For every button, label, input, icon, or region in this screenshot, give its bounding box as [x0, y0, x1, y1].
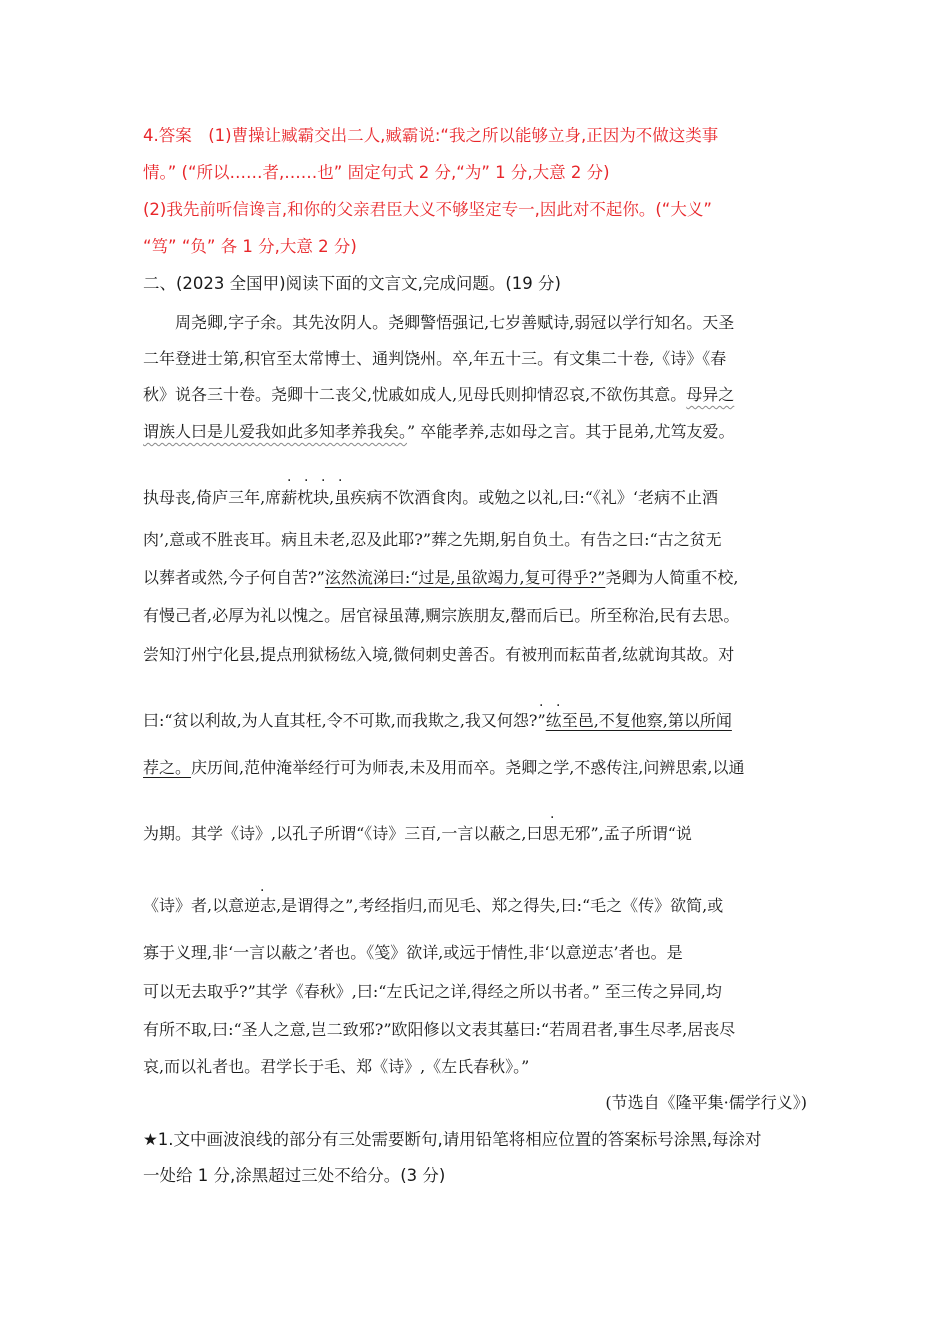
passage-line	[143, 709, 732, 733]
emphasis-dot: ·	[260, 883, 265, 899]
passage-line: 二年登进士第,积官至太常博士、通判饶州。卒,年五十三。有文集二十卷,《诗》《春	[143, 349, 727, 368]
passage-text: ” 卒能孝养,志如母之言。其于昆弟,尤笃友爱。	[407, 422, 735, 441]
passage-line: 尝知汀州宁化县,提点刑狱杨纮入境,微伺刺史善否。有被刑而耘苗者,纮就询其故。对	[143, 645, 735, 664]
passage-line	[143, 383, 734, 407]
underlined-sentence: 泫然流涕曰:“过是,虽欲竭力,复可得乎?”	[324, 568, 606, 587]
answer4-line2: 情。” (“所以……者,……也” 固定句式 2 分,“为” 1 分,大意 2 分)	[143, 163, 610, 182]
passage-text: 秋》说各三十卷。尧卿十二丧父,忧戚如成人,见母氏则抑情忍哀,不欲伤其意。	[143, 385, 687, 404]
emphasis-dot: ·	[556, 698, 561, 714]
section-header: 二、(2023 全国甲)阅读下面的文言文,完成问题。(19 分)	[143, 274, 561, 293]
question1-line1: ★1.文中画波浪线的部分有三处需要断句,请用铅笔将相应位置的答案标号涂黑,每涂对	[143, 1130, 762, 1149]
source-citation: (节选自《隆平集·儒学行义》)	[605, 1093, 807, 1112]
emphasis-dot: ·	[321, 473, 326, 489]
passage-line: 《诗》者,以意逆志,是谓得之”,考经指归,而见毛、郑之得失,曰:“毛之《传》欲简,或	[143, 896, 724, 915]
passage-line	[143, 566, 738, 590]
passage-line: 哀,而以礼者也。君学长于毛、郑《诗》,《左氏春秋》。”	[143, 1057, 530, 1076]
underlined-sentence: 荐之。	[143, 758, 192, 777]
emphasis-dot: ·	[539, 698, 544, 714]
passage-line: 肉’,意或不胜丧耳。病且未老,忍及此耶?”葬之先期,躬自负土。有告之曰:“古之贫无	[143, 530, 722, 549]
passage-text: 以葬者或然,今子何自苦?”	[143, 568, 325, 587]
passage-line: 可以无去取乎?”其学《春秋》,曰:“左氏记之详,得经之所以书者。” 至三传之异同,均	[143, 982, 722, 1001]
passage-text: 尧卿为人简重不校,	[605, 568, 739, 587]
emphasis-dot: ·	[550, 810, 555, 826]
passage-text: 曰:“贫以利故,为人直其枉,令不可欺,而我欺之,我又何怨?”	[143, 711, 546, 730]
answer4-line4: “笃” “负” 各 1 分,大意 2 分)	[143, 237, 357, 256]
passage-line: 为期。其学《诗》,以孔子所谓“《诗》三百,一言以蔽之,曰思无邪”,孟子所谓“说	[143, 824, 692, 843]
answer4-line1: 4.答案 (1)曹操让臧霸交出二人,臧霸说:“我之所以能够立身,正因为不做这类事	[143, 126, 719, 145]
passage-line: 有慢己者,必厚为礼以愧之。居官禄虽薄,赒宗族朋友,罄而后已。所至称治,民有去思。	[143, 606, 740, 625]
answer4-line3: (2)我先前听信谗言,和你的父亲君臣大义不够坚定专一,因此对不起你。(“大义”	[143, 200, 712, 219]
emphasis-dot: ·	[338, 473, 343, 489]
wavy-underline-text: 谓族人曰是儿爱我如此多知孝养我矣。	[143, 422, 408, 441]
passage-line: 周尧卿,字子余。其先汝阴人。尧卿警悟强记,七岁善赋诗,弱冠以学行知名。天圣	[143, 313, 735, 332]
underlined-sentence: 纮至邑,不复他察,第以所闻	[545, 711, 732, 730]
wavy-underline-text: 母异之	[686, 385, 735, 404]
emphasis-dot: ·	[287, 473, 292, 489]
passage-text: 庆历间,范仲淹举经行可为师表,未及用而卒。尧卿之学,不惑传注,问辨思索,以通	[191, 758, 745, 777]
passage-line: 执母丧,倚庐三年,席薪枕块,虽疾病不饮酒食肉。或勉之以礼,曰:“《礼》‘老病不止酒	[143, 488, 719, 507]
passage-line: 有所不取,曰:“圣人之意,岂二致邪?”欧阳修以文表其墓曰:“若周君者,事生尽孝,居丧尽	[143, 1020, 736, 1039]
passage-line: 寡于义理,非‘一言以蔽之’者也。《笺》欲详,或远于情性,非‘以意逆志’者也。是	[143, 943, 683, 962]
question1-line2: 一处给 1 分,涂黑超过三处不给分。(3 分)	[143, 1166, 446, 1185]
passage-line	[143, 756, 744, 780]
passage-line	[143, 420, 734, 444]
emphasis-dot: ·	[304, 473, 309, 489]
